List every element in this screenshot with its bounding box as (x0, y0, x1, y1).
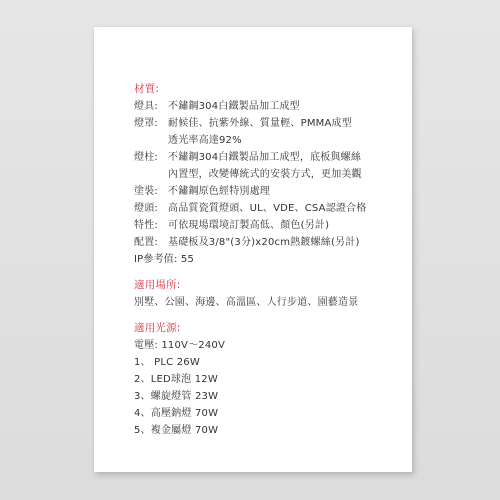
spec-row-pole (134, 149, 404, 166)
spec-label: 配置: (134, 237, 158, 248)
spec-row-lamp-holder (134, 200, 404, 217)
spec-row-coating (134, 183, 404, 200)
section-gap (134, 311, 404, 319)
spec-label: 燈具: (134, 101, 158, 112)
usage-text: 別墅、公園、海邊、高溫區、人行步道、園藝造景 (134, 297, 359, 308)
spec-row-features (134, 217, 404, 234)
spec-row-fixture (134, 98, 404, 115)
usage-title: 適用場所: (134, 279, 181, 291)
light-source-item: 3、螺旋燈管 23W (134, 391, 219, 402)
section-gap (134, 268, 404, 276)
voltage-line: 電壓: 110V～240V (134, 340, 226, 351)
spec-value: 不鏽鋼304白鐵製品加工成型，底板與螺絲 (168, 152, 362, 163)
light-source-item: 2、LED球泡 12W (134, 374, 218, 385)
spec-value: 耐候佳、抗紫外線、質量輕、PMMA成型 (168, 118, 352, 129)
spec-sheet (94, 27, 412, 472)
spec-label: 燈柱: (134, 152, 158, 163)
spec-value-continued: 內置型，改變傳統式的安裝方式，更加美觀 (168, 169, 362, 180)
spec-label: 塗裝: (134, 186, 158, 197)
spec-content (134, 80, 404, 439)
spec-value: 高品質瓷質燈頭、UL、VDE、CSA認證合格 (168, 203, 367, 214)
light-source-item: 4、高壓鈉燈 70W (134, 408, 219, 419)
materials-title: 材質: (134, 83, 160, 95)
spec-value: 不鏽鋼304白鐵製品加工成型 (168, 101, 300, 112)
spec-label: 燈罩: (134, 118, 158, 129)
spec-label: 燈頭: (134, 203, 158, 214)
light-source-item: 5、複金屬燈 70W (134, 425, 219, 436)
spec-row-configuration (134, 234, 404, 251)
spec-value: 基礎板及3/8"(3分)x20cm熱鍍螺絲(另計) (168, 237, 360, 248)
spec-value: 可依現場環境訂製高低、顏色(另計) (168, 220, 330, 231)
spec-value-continued: 透光率高達92% (168, 135, 242, 146)
spec-value: 不鏽鋼原色經特別處理 (168, 186, 270, 197)
light-source-title: 適用光源: (134, 322, 181, 334)
spec-row-shade (134, 115, 404, 132)
spec-label: 特性: (134, 220, 158, 231)
ip-rating: IP參考值: 55 (134, 254, 195, 265)
light-source-item: 1、 PLC 26W (134, 357, 200, 368)
